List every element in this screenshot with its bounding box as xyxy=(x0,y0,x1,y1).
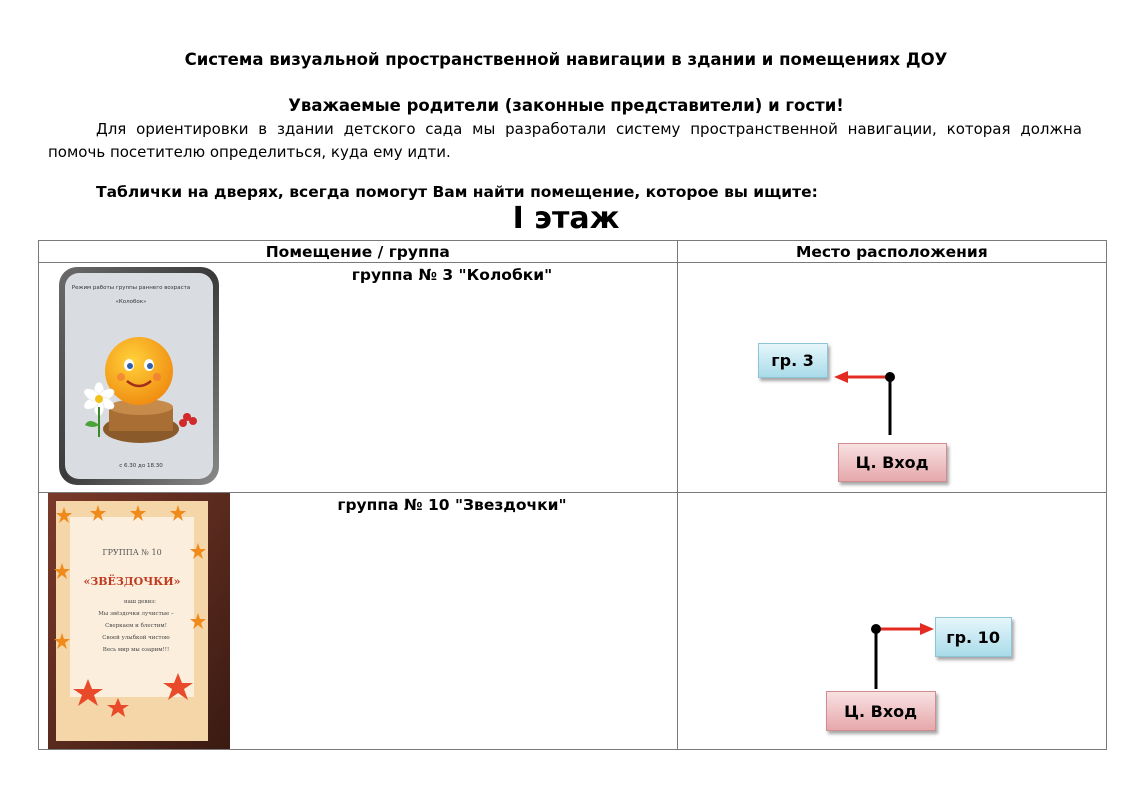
sign-text-line2: «Колобок» xyxy=(115,299,147,305)
entrance-label: Ц. Вход xyxy=(826,691,936,731)
sign-text-line3: наш девиз: xyxy=(123,599,157,605)
column-header-room: Помещение / группа xyxy=(39,241,678,263)
location-cell xyxy=(677,263,1106,493)
room-cell xyxy=(39,493,678,750)
table-row xyxy=(39,493,1107,750)
room-name-group-10: группа № 10 "Звездочки" xyxy=(337,496,567,514)
target-label-group-3: гр. 3 xyxy=(758,343,828,378)
sign-text-line4: Мы звёздочки лучистые – xyxy=(98,611,174,617)
greeting-heading: Уважаемые родители (законные представители) и гости! xyxy=(288,96,844,115)
room-name-group-3: группа № 3 "Колобки" xyxy=(351,266,553,284)
signs-subheading: Таблички на дверях, всегда помогут Вам найти помещение, которое вы ищите: xyxy=(96,183,818,201)
sign-text-line7: Весь мир мы озарим!!! xyxy=(102,647,170,653)
sign-text-line2: «ЗВЁЗДОЧКИ» xyxy=(83,575,181,588)
entrance-label: Ц. Вход xyxy=(838,443,947,482)
column-header-location: Место расположения xyxy=(677,241,1106,263)
location-cell xyxy=(677,493,1106,750)
table-header-row xyxy=(39,241,1107,263)
arrow-head-right-icon xyxy=(920,623,934,635)
door-sign-photo-kolobki xyxy=(59,267,219,485)
sign-text-line5: Сверкаем и блестим! xyxy=(105,623,167,629)
sign-text-line6: Своей улыбкой чистою xyxy=(102,635,170,641)
door-sign-photo-zvezdochki xyxy=(48,493,230,749)
page-title: Система визуальной пространственной навигации в здании и помещениях ДОУ xyxy=(184,50,948,69)
table-row xyxy=(39,263,1107,493)
navigation-table xyxy=(38,240,1107,750)
arrow-head-left-icon xyxy=(834,371,848,383)
sign-text-line1: ГРУППА № 10 xyxy=(102,548,162,557)
floor-heading: I этаж xyxy=(512,201,620,236)
sign-text-line1: Режим работы группы раннего возраста xyxy=(71,285,191,291)
route-junction-dot xyxy=(885,372,895,382)
target-label-group-10: гр. 10 xyxy=(935,617,1012,657)
route-junction-dot xyxy=(871,624,881,634)
room-cell xyxy=(39,263,678,493)
sign-text-hours: с 6.30 до 18.30 xyxy=(119,463,163,469)
intro-paragraph: Для ориентировки в здании детского сада мы разработали систему пространственной навигации, которая должна помочь посетителю определиться, куда ему идти. xyxy=(48,120,1082,161)
